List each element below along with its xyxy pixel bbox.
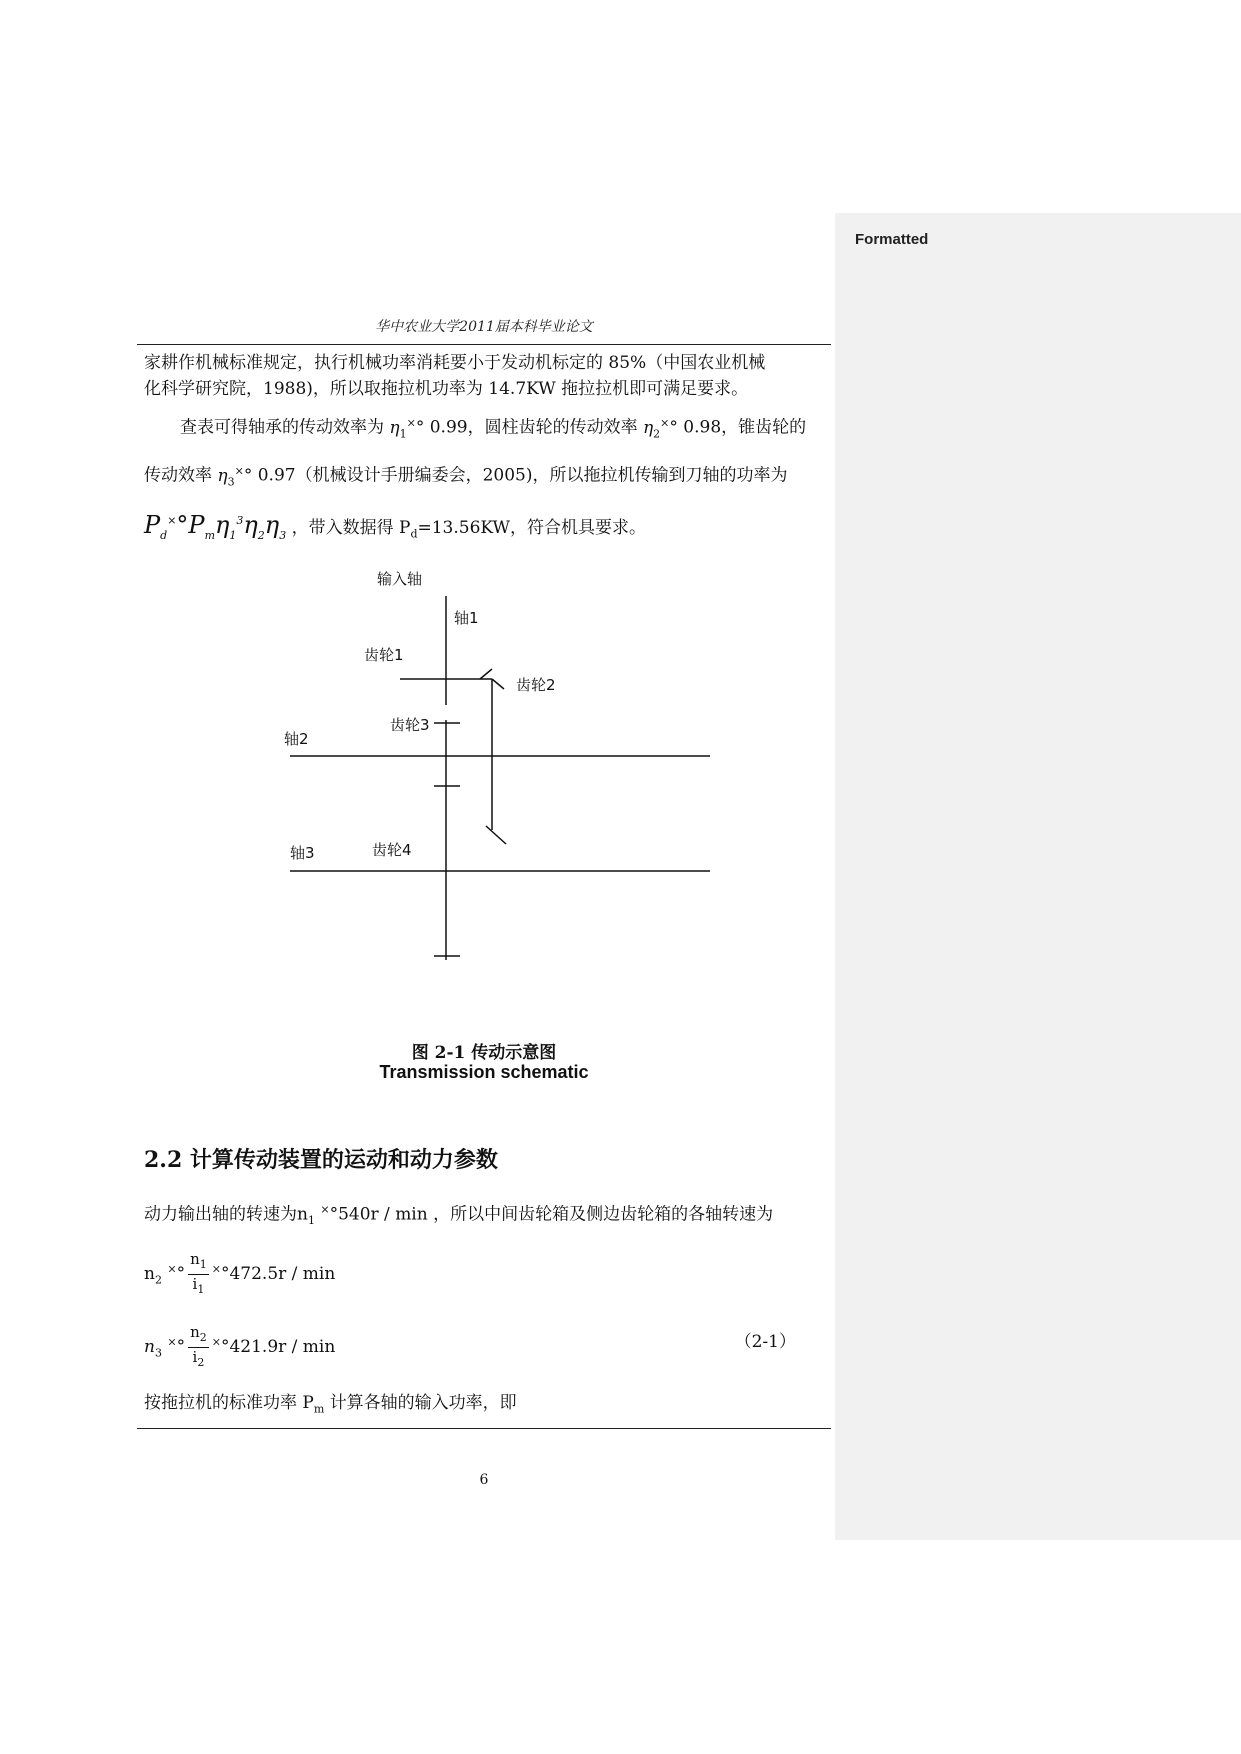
eq2-value: 421.9r / min bbox=[229, 1337, 336, 1357]
label-gear1: 齿轮1 bbox=[364, 646, 404, 664]
page-number: 6 bbox=[479, 1472, 489, 1488]
label-shaft3: 轴3 bbox=[290, 844, 315, 862]
figure-caption-en: Transmission schematic bbox=[379, 1062, 589, 1082]
figure-caption-cn: 图 2-1 传动示意图 bbox=[411, 1043, 557, 1063]
text-run: 0.99，圆柱齿轮的传动效率 bbox=[429, 417, 638, 438]
eta2-symbol: $\eta_2^\times^\circ$ bbox=[642, 416, 678, 441]
text-run: 查表可得轴承的传动效率为 bbox=[180, 417, 384, 438]
text-run: 传动效率 bbox=[144, 465, 212, 486]
label-gear2: 齿轮2 bbox=[516, 676, 556, 694]
eq1-value: 472.5r / min bbox=[229, 1264, 336, 1284]
label-shaft2: 轴2 bbox=[284, 730, 309, 748]
running-header: 华中农业大学2011届本科毕业论文 bbox=[375, 319, 593, 335]
label-gear3: 齿轮3 bbox=[390, 716, 430, 734]
eta1-symbol: $\eta_1^\times^\circ$ bbox=[389, 416, 425, 441]
comment-pane bbox=[835, 213, 1241, 1540]
text-run: =13.56KW，符合机具要求。 bbox=[417, 518, 646, 538]
text-run: 0.98，锥齿轮的 bbox=[683, 417, 807, 438]
text-run: 540r / min ，所以中间齿轮箱及侧边齿轮箱的各轴转速为 bbox=[338, 1204, 774, 1225]
text-run: 动力输出轴的转速为n bbox=[144, 1204, 308, 1225]
paragraph-line bbox=[144, 1390, 830, 1422]
eq-mark: × bbox=[320, 1203, 330, 1216]
footer-rule bbox=[137, 1428, 831, 1429]
subscript: d bbox=[410, 527, 418, 541]
transmission-diagram bbox=[270, 560, 730, 970]
text-run: 计算各轴的输入功率，即 bbox=[324, 1393, 517, 1413]
text-run: ，带入数据得 P bbox=[291, 518, 411, 538]
paragraph-line: 家耕作机械标准规定，执行机械功率消耗要小于发动机标定的 85%（中国农业机械 bbox=[144, 353, 766, 373]
equation-number: （2-1） bbox=[734, 1332, 796, 1352]
efficiency-line bbox=[144, 458, 830, 495]
label-input-shaft: 输入轴 bbox=[377, 570, 423, 588]
equation-n2: $n_2$ ×° $\frac{n_1}{i_1}$ ×°472.5r / min bbox=[144, 1250, 830, 1299]
power-formula: $P_d^\times^\circ P_m\eta_1^3\eta_2\eta_3$ bbox=[144, 511, 287, 542]
gear-bevel-tick bbox=[480, 669, 492, 679]
fraction: $\frac{n_2}{i_2}$ bbox=[190, 1323, 207, 1369]
gear-bevel-tick bbox=[492, 679, 504, 689]
paragraph-line: 化科学研究院，1988)，所以取拖拉机功率为 14.7KW 拖拉拉机即可满足要求。 bbox=[144, 379, 749, 399]
text-run: 按拖拉机的标准功率 P bbox=[144, 1393, 314, 1413]
header-rule bbox=[137, 344, 831, 345]
eta3-symbol: $\eta_3^\times^\circ$ bbox=[217, 464, 253, 489]
text-run: 0.97（机械设计手册编委会，2005)，所以拖拉机传输到刀轴的功率为 bbox=[257, 465, 788, 486]
fraction: $\frac{n_1}{i_1}$ bbox=[190, 1250, 207, 1296]
comment-pane-label: Formatted bbox=[855, 231, 929, 248]
equation-n3: $n_3$ ×° $\frac{n_2}{i_2}$ ×°421.9r / min （2-1） bbox=[144, 1323, 830, 1372]
power-formula-line bbox=[144, 508, 830, 549]
label-gear4: 齿轮4 bbox=[372, 841, 412, 859]
label-shaft1: 轴1 bbox=[454, 609, 479, 627]
subscript: m bbox=[313, 1402, 325, 1416]
section-heading: 2.2 计算传动装置的运动和动力参数 bbox=[144, 1147, 498, 1173]
efficiency-line bbox=[144, 410, 866, 447]
speed-line: 动力输出轴的转速为$n_1$ ×°540r / min ，所以中间齿轮箱及侧边齿轮箱的各轴转速为 bbox=[144, 1203, 774, 1228]
gear2-bevel-end bbox=[486, 826, 506, 844]
